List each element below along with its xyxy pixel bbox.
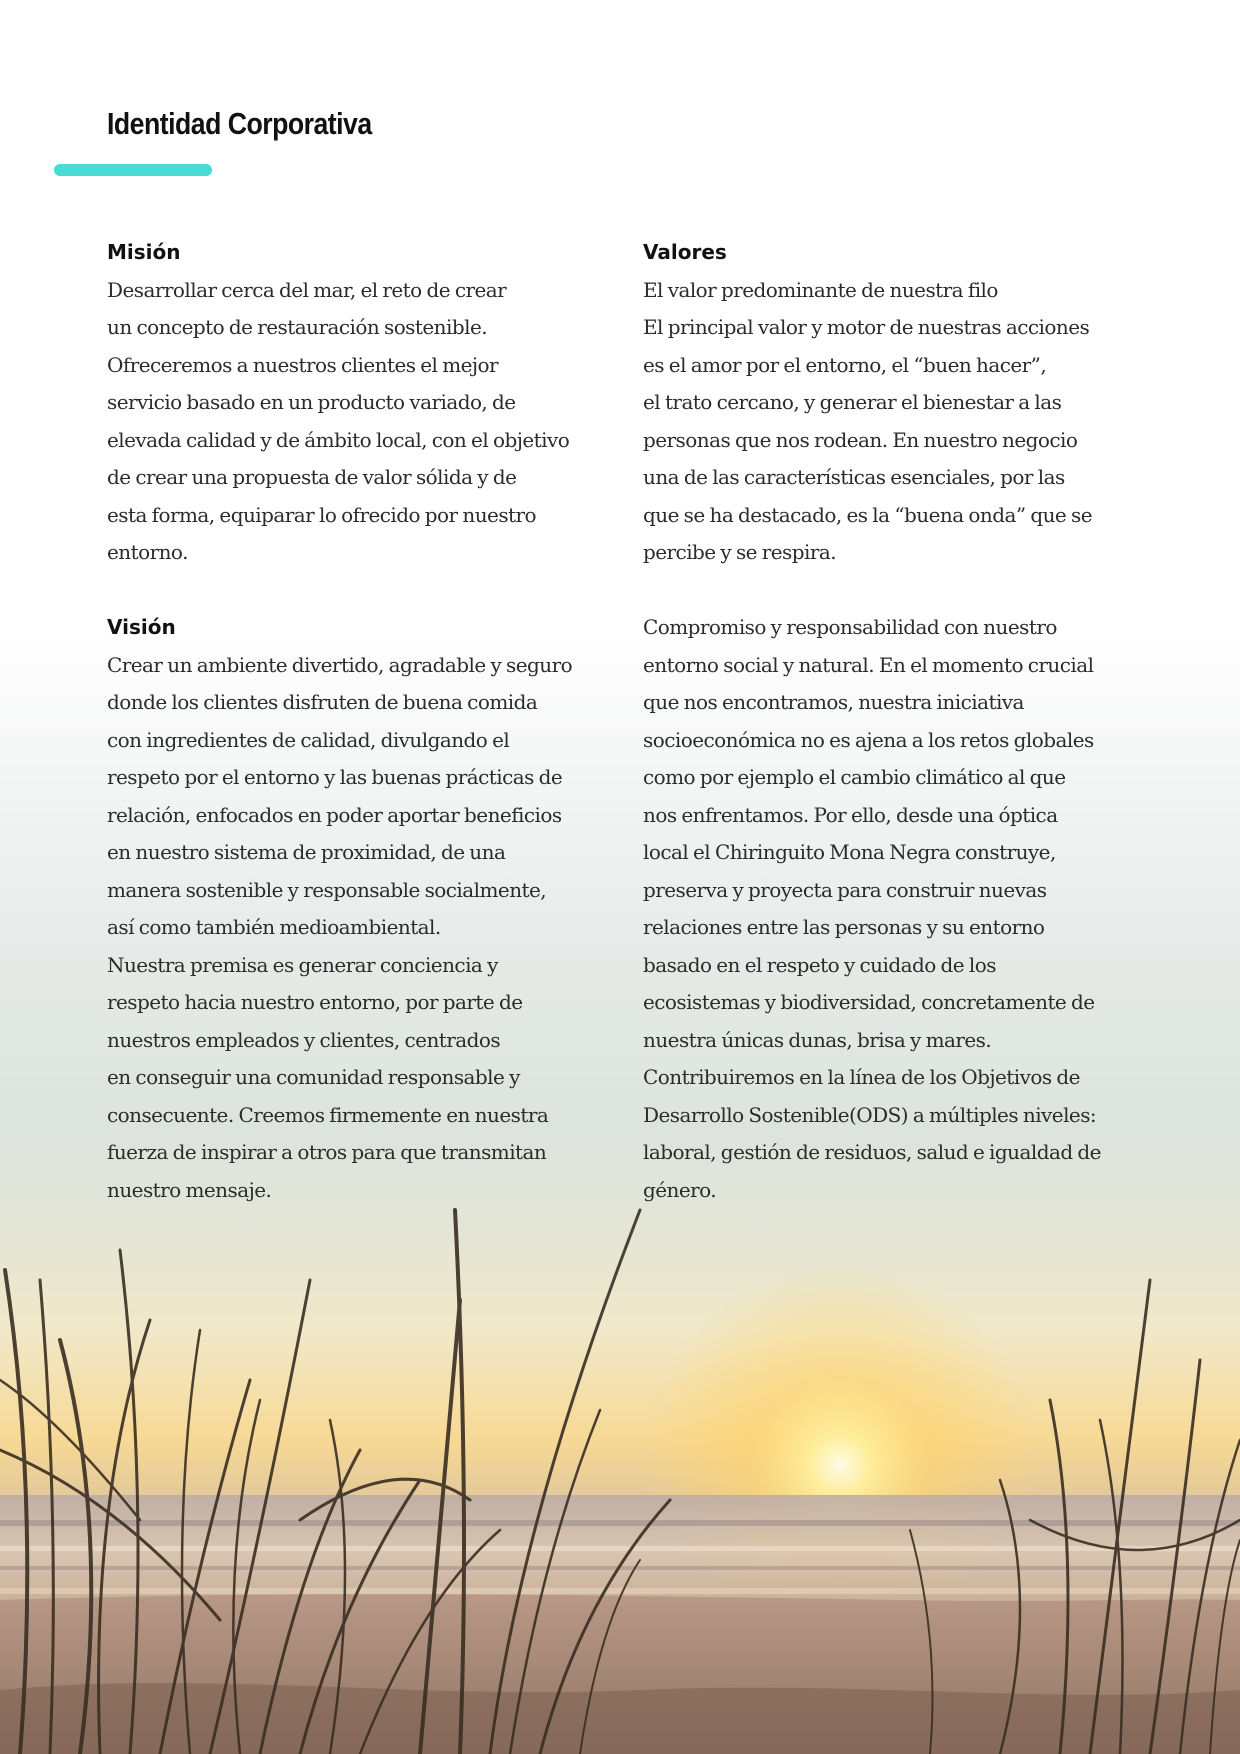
compromiso-line: nos enfrentamos. Por ello, desde una óptica bbox=[643, 802, 1058, 827]
compromiso-line: género. bbox=[643, 1177, 717, 1202]
mision-line: de crear una propuesta de valor sólida y de bbox=[107, 465, 517, 489]
valores-line: personas que nos rodean. En nuestro negocio bbox=[643, 427, 1078, 452]
vision-line: Nuestra premisa es generar conciencia y bbox=[107, 952, 498, 977]
compromiso-line: nuestra únicas dunas, brisa y mares. bbox=[643, 1027, 992, 1052]
mision-line: Desarrollar cerca del mar, el reto de crear bbox=[107, 277, 507, 302]
mision-heading: Misión bbox=[107, 240, 181, 264]
compromiso-line: ecosistemas y biodiversidad, concretamente de bbox=[643, 990, 1095, 1014]
valores-line: El principal valor y motor de nuestras acciones bbox=[643, 315, 1090, 339]
compromiso-line: Compromiso y responsabilidad con nuestro bbox=[643, 615, 1057, 639]
mision-line: un concepto de restauración sostenible. bbox=[107, 315, 488, 339]
section-spacer bbox=[107, 572, 607, 610]
valores-line: es el amor por el entorno, el “buen hacer”, bbox=[643, 352, 1047, 377]
mision-line: esta forma, equiparar lo ofrecido por nuestro bbox=[107, 502, 537, 527]
compromiso-line: relaciones entre las personas y su entorno bbox=[643, 915, 1045, 939]
compromiso-line: laboral, gestión de residuos, salud e igualdad de bbox=[643, 1140, 1101, 1164]
vision-line: Crear un ambiente divertido, agradable y seguro bbox=[107, 652, 573, 677]
compromiso-paragraph bbox=[643, 609, 1143, 1209]
page-title: Identidad Corporativa bbox=[107, 106, 372, 141]
mision-line: entorno. bbox=[107, 540, 188, 564]
vision-line: en conseguir una comunidad responsable y bbox=[107, 1065, 520, 1089]
compromiso-line: como por ejemplo el cambio climático al que bbox=[643, 765, 1066, 789]
right-column bbox=[643, 234, 1143, 1209]
compromiso-line: preserva y proyecta para construir nuevas bbox=[643, 877, 1047, 902]
vision-heading: Visión bbox=[107, 615, 176, 639]
valores-line: una de las características esenciales, por las bbox=[643, 465, 1065, 489]
vision-line: consecuente. Creemos firmemente en nuestra bbox=[107, 1102, 549, 1127]
vision-line: fuerza de inspirar a otros para que transmitan bbox=[107, 1140, 547, 1164]
compromiso-line: basado en el respeto y cuidado de los bbox=[643, 952, 996, 977]
vision-line: respeto por el entorno y las buenas prácticas de bbox=[107, 765, 563, 789]
valores-paragraph bbox=[643, 272, 1143, 572]
mision-paragraph bbox=[107, 272, 607, 572]
mision-line: servicio basado en un producto variado, de bbox=[107, 390, 516, 414]
compromiso-line: que nos encontramos, nuestra iniciativa bbox=[643, 690, 1024, 714]
compromiso-line: entorno social y natural. En el momento crucial bbox=[643, 652, 1094, 677]
section-spacer bbox=[643, 572, 1143, 610]
compromiso-line: Contribuiremos en la línea de los Objetivos de bbox=[643, 1065, 1080, 1089]
valores-line: que se ha destacado, es la “buena onda” que se bbox=[643, 502, 1092, 527]
valores-line: El valor predominante de nuestra filo bbox=[643, 277, 998, 302]
vision-line: así como también medioambiental. bbox=[107, 915, 441, 939]
vision-line: nuestro mensaje. bbox=[107, 1177, 272, 1202]
vision-line: donde los clientes disfruten de buena comida bbox=[107, 690, 538, 714]
valores-heading: Valores bbox=[643, 240, 727, 264]
vision-line: con ingredientes de calidad, divulgando el bbox=[107, 727, 510, 752]
compromiso-line: Desarrollo Sostenible(ODS) a múltiples niveles: bbox=[643, 1102, 1097, 1127]
vision-line: relación, enfocados en poder aportar beneficios bbox=[107, 802, 562, 827]
compromiso-line: socioeconómica no es ajena a los retos globales bbox=[643, 727, 1094, 752]
vision-paragraph bbox=[107, 647, 607, 1210]
title-underline-accent bbox=[54, 164, 212, 176]
vision-line: en nuestro sistema de proximidad, de una bbox=[107, 840, 506, 864]
mision-line: Ofreceremos a nuestros clientes el mejor bbox=[107, 352, 499, 377]
vision-line: respeto hacia nuestro entorno, por parte de bbox=[107, 990, 523, 1014]
vision-line: manera sostenible y responsable socialmente, bbox=[107, 877, 547, 902]
left-column bbox=[107, 234, 607, 1209]
mision-line: elevada calidad y de ámbito local, con el objetivo bbox=[107, 427, 570, 452]
compromiso-line: local el Chiringuito Mona Negra construye, bbox=[643, 840, 1056, 864]
valores-line: el trato cercano, y generar el bienestar a las bbox=[643, 390, 1062, 414]
vision-line: nuestros empleados y clientes, centrados bbox=[107, 1027, 501, 1052]
valores-line: percibe y se respira. bbox=[643, 540, 837, 564]
